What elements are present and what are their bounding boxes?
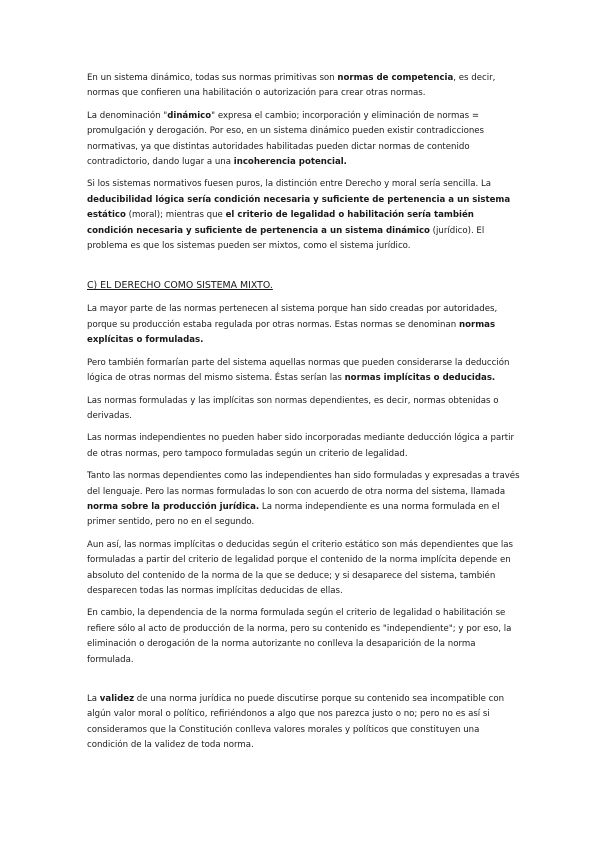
paragraph-language-norms [87, 469, 521, 531]
section-heading [87, 278, 521, 293]
text-segment: Tanto las normas dependientes como las independientes han sido formuladas y expresadas a través del lenguaje. Pero las normas formuladas lo son con acuerdo de otra norma del sistema, llamada [87, 471, 520, 497]
bold-term: normas de competencia [337, 73, 454, 83]
text-segment: Las normas formuladas y las implícitas son normas dependientes, es decir, normas obtenidas o derivadas. [87, 395, 499, 421]
paragraph-explicit-norms [87, 302, 521, 348]
text-segment: La mayor parte de las normas pertenecen al sistema porque han sido creadas por autoridades, porque su producción estaba regulada por otras normas. Estas normas se denominan [87, 304, 498, 330]
bold-term: dinámico [167, 110, 212, 121]
text-segment: (moral); mientras que [125, 210, 226, 221]
text-segment: Aun así, las normas implícitas o deducidas según el criterio estático son más dependientes que las formuladas a partir del criterio de legalidad porque el contenido de la norma implícita depende en absoluto del contenido de la norma de la que se deduce; y si desaparece del sistema, también desparecen todas las normas implícitas deducidas de ellas. [87, 539, 514, 596]
paragraph-independent-norms [87, 431, 521, 462]
paragraph-formulated-dependence [87, 606, 521, 668]
paragraph-pure-systems [87, 177, 521, 254]
text-segment: En un sistema dinámico, todas sus normas primitivas son [87, 73, 338, 83]
text-segment: Pero también formarían parte del sistema aquellas normas que pueden considerarse la deducción lógica de otras normas del mismo sistema. Éstas serían las [87, 357, 510, 384]
text-segment: La [87, 694, 100, 704]
text-segment: La denominación " [87, 110, 168, 121]
heading-text: C) EL DERECHO COMO SISTEMA MIXTO. [87, 280, 273, 292]
bold-term: validez [99, 694, 135, 704]
paragraph-dependent-norms [87, 394, 521, 425]
text-segment: Las normas independientes no pueden haber sido incorporadas mediante deducción lógica a partir de otras normas, pero tampoco formuladas según un criterio de legalidad. [87, 433, 515, 459]
text-segment: de una norma jurídica no puede discutirse porque su contenido sea incompatible con algún valor moral o político, refiriéndonos a algo que nos parezca justo o no; pero no es así si consideramos que la Constitución conlleva valores morales y políticos que constituyen una condición de la validez de toda norma. [87, 694, 505, 751]
bold-term: normas implícitas o deducidas. [344, 373, 496, 384]
text-segment: Si los sistemas normativos fuesen puros, la distinción entre Derecho y moral sería sencilla. La [87, 179, 492, 190]
bold-term: el criterio de legalidad o habilitación sería también condición necesaria y suficiente de pertenencia a un sistema dinámico [87, 210, 474, 236]
paragraph-implicit-norms [87, 356, 521, 387]
paragraph-validity [87, 692, 521, 754]
text-segment: (jurídico). El problema es que los sistemas pueden ser mixtos, como el sistema jurídico. [87, 225, 485, 252]
bold-term: norma sobre la producción jurídica. [87, 501, 260, 512]
bold-term: normas explícitas o formuladas. [87, 319, 496, 346]
bold-term: deducibilidad lógica sería condición necesaria y suficiente de pertenencia a un sistema estático [87, 194, 511, 221]
text-segment: En cambio, la dependencia de la norma formulada según el criterio de legalidad o habilitación se refiere sólo al acto de producción de la norma, pero su contenido es "independiente"; y por eso, la eliminación o derogación de la norma autorizante no conlleva la desaparición de la norma formulada. [87, 608, 512, 665]
text-segment: " expresa el cambio; incorporación y eliminación de normas = promulgación y derogación. Por eso, en un sistema dinámico pueden existir contradicciones normativas, ya que distintas autoridades habilitadas pueden dictar normas de contenido contradictorio, dando lugar a una [87, 110, 485, 168]
text-segment: La norma independiente es una norma formulada en el primer sentido, pero no en el segundo. [87, 501, 500, 528]
paragraph-implicit-dependence [87, 538, 521, 600]
bold-term: incoherencia potencial. [233, 157, 347, 168]
paragraph-competence-norms [87, 71, 521, 102]
paragraph-dynamic-definition [87, 109, 521, 171]
text-segment: , es decir, normas que confieren una habilitación o autorización para crear otras normas. [87, 73, 496, 99]
